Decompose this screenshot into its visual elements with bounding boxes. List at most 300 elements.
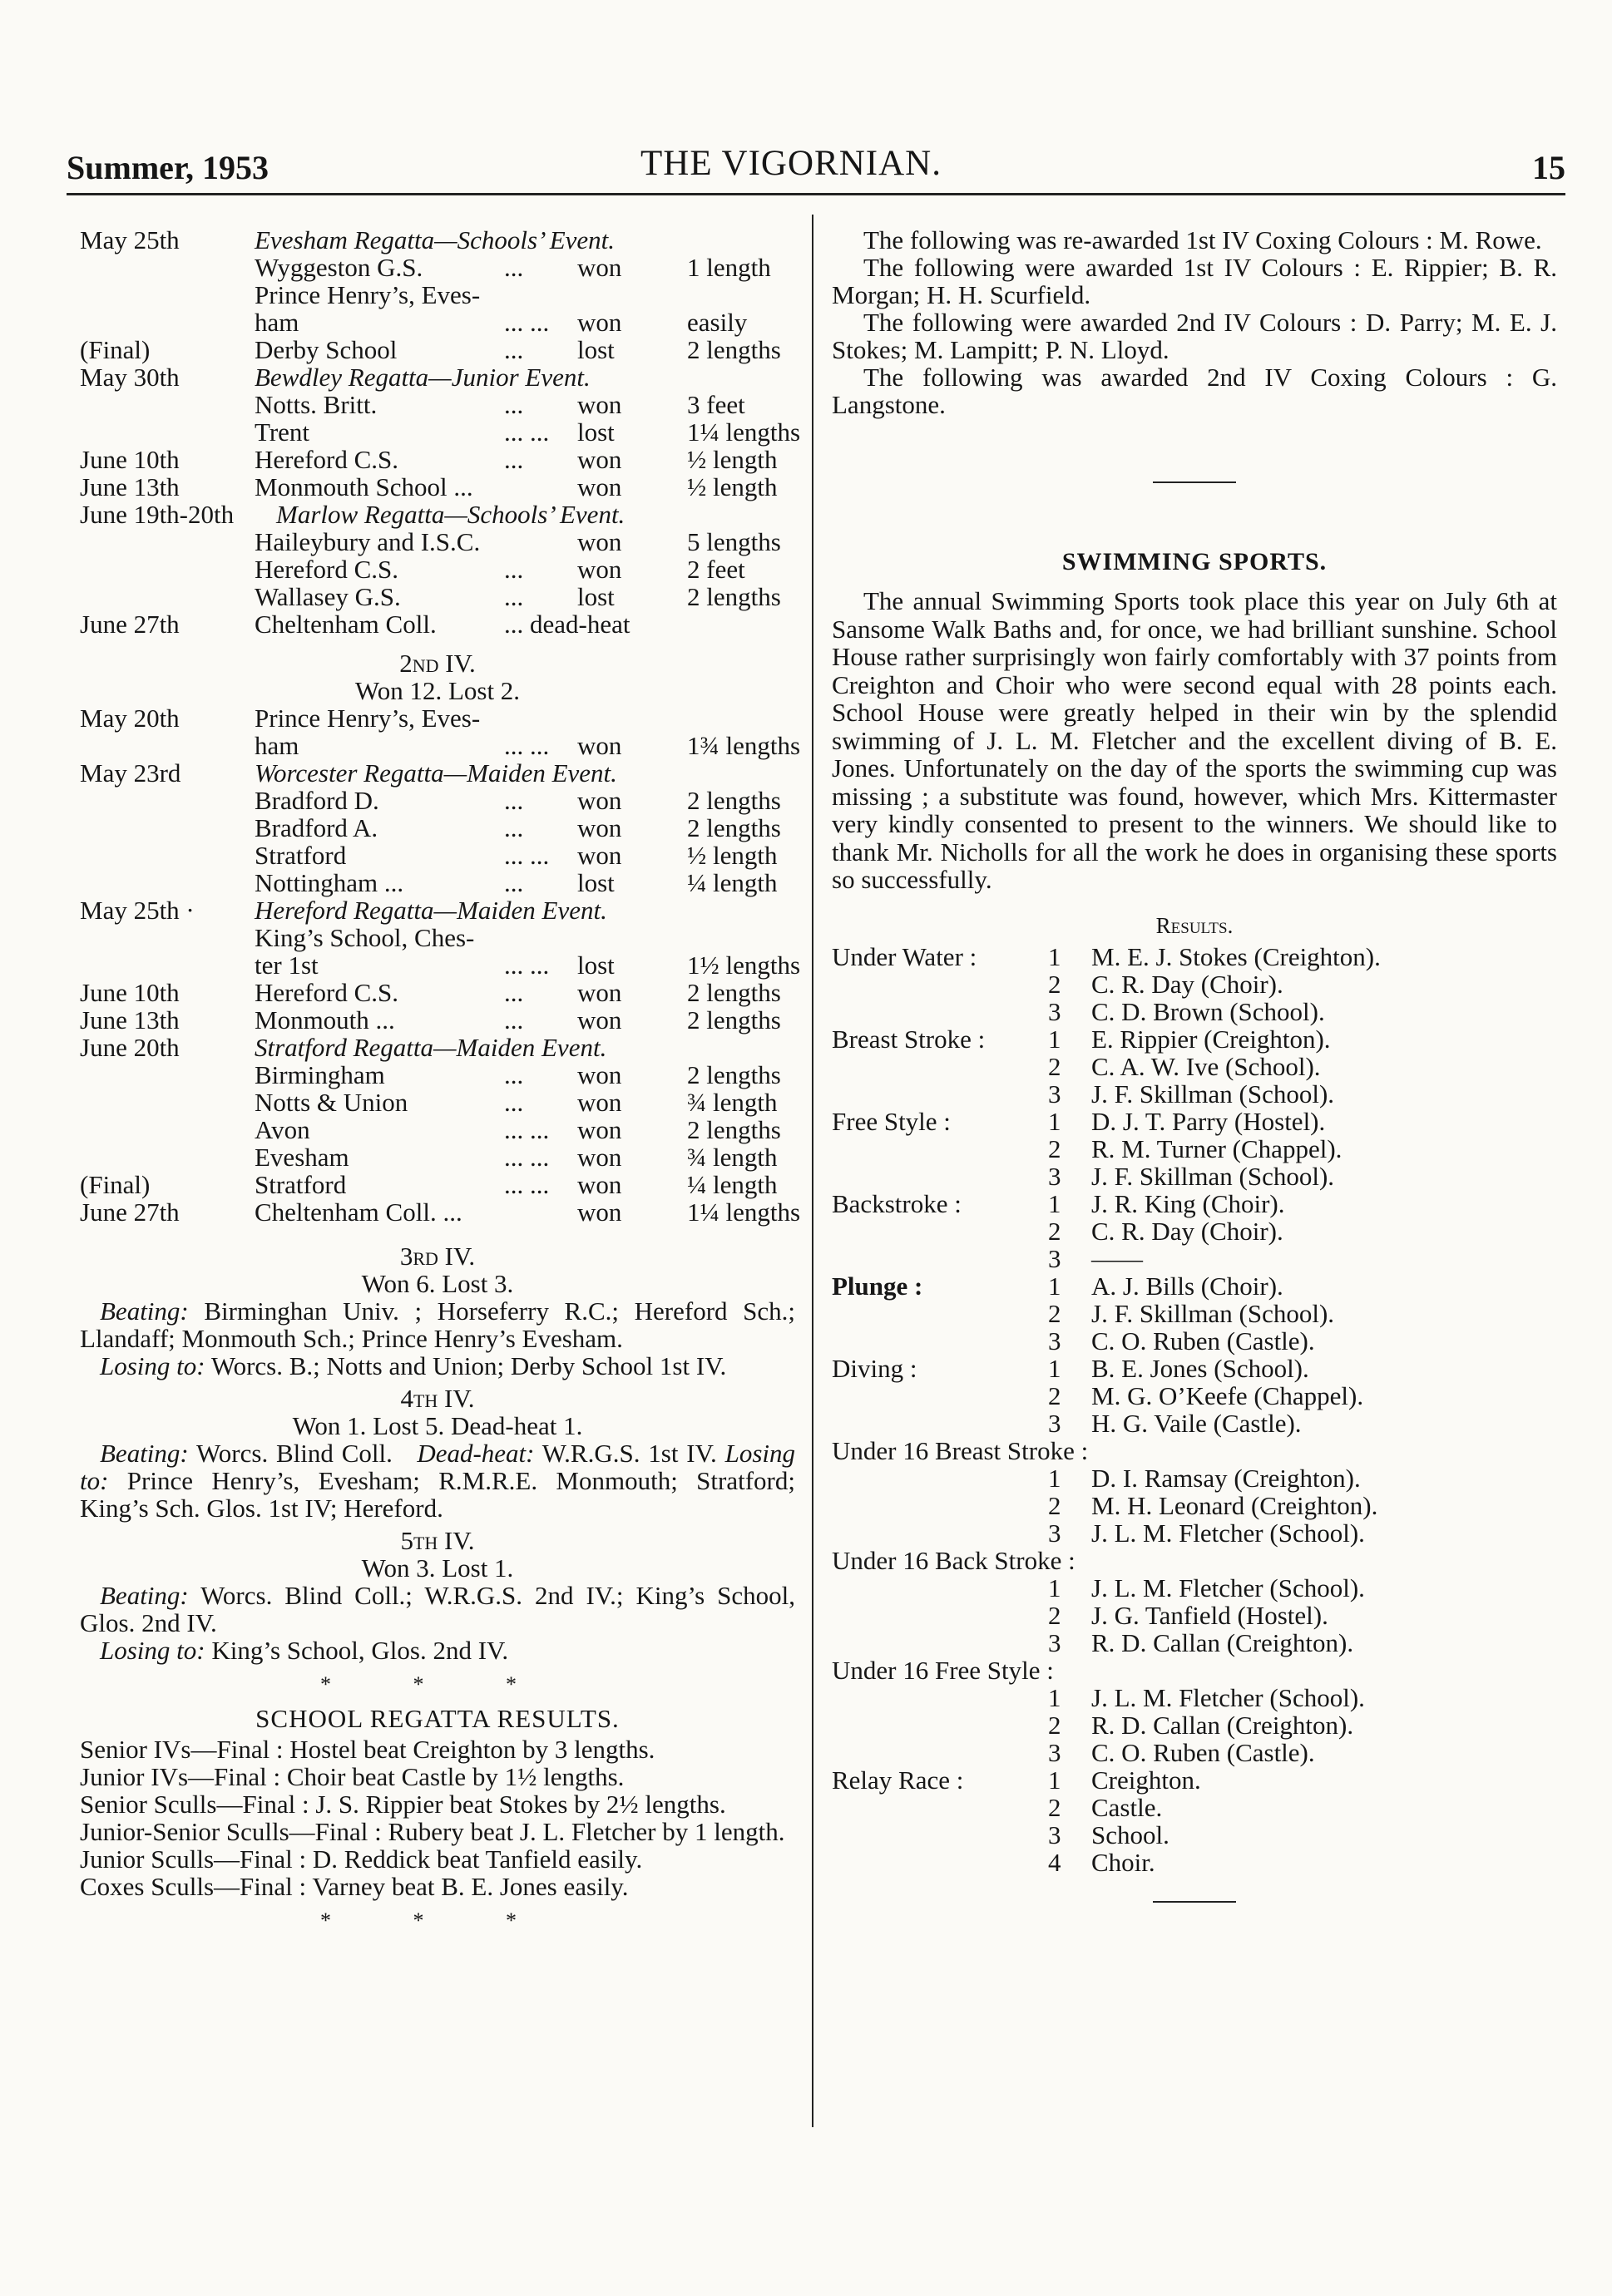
swimmer-name: School. <box>1091 1820 1169 1849</box>
swimmer-name: J. L. M. Fletcher (School). <box>1091 1573 1365 1602</box>
result-row <box>80 842 795 869</box>
fifth-iv-losing: Losing to: King’s School, Glos. 2nd IV. <box>100 1636 509 1665</box>
event-cell: Notts. Britt. <box>255 390 378 419</box>
event-name: Under 16 Back Stroke : <box>832 1545 1075 1575</box>
margin-cell: 2 lengths <box>687 582 781 611</box>
place-number: 2 <box>1048 1600 1061 1630</box>
result-cell: won <box>577 555 622 584</box>
date-cell: June 10th <box>80 445 180 474</box>
event-cell: Prince Henry’s, Eves- <box>255 704 481 733</box>
place-number: 1 <box>1048 1573 1061 1602</box>
result-row <box>80 281 795 309</box>
place-number: 2 <box>1048 1051 1061 1081</box>
result-row <box>80 1143 795 1171</box>
margin-cell: ½ length <box>687 841 778 870</box>
result-row <box>80 814 795 842</box>
place-number: 3 <box>1048 1326 1061 1355</box>
result-cell: won <box>577 445 622 474</box>
margin-cell: 2 lengths <box>687 1115 781 1144</box>
placing-row <box>832 1684 1557 1711</box>
dots-cell: ... ... <box>504 417 550 447</box>
result-row <box>80 1034 795 1061</box>
result-row <box>80 363 795 391</box>
margin-cell: 1¾ lengths <box>687 731 801 760</box>
dots-cell: ... <box>504 335 524 364</box>
result-cell: won <box>577 841 622 870</box>
event-cell: Marlow Regatta—Schools’ Event. <box>276 500 626 529</box>
result-row <box>80 309 795 336</box>
page-header <box>67 143 1565 193</box>
event-cell: Monmouth School ... <box>255 472 473 501</box>
swimmer-name: —— <box>1091 1243 1143 1273</box>
result-row <box>80 446 795 473</box>
result-row <box>80 1171 795 1198</box>
result-row <box>80 787 795 814</box>
place-number: 1 <box>1048 941 1061 971</box>
margin-cell: 2 lengths <box>687 786 781 815</box>
result-cell: won <box>577 978 622 1007</box>
margin-cell: ¼ length <box>687 868 778 897</box>
margin-cell: 2 feet <box>687 555 745 584</box>
placing-row <box>832 1300 1557 1327</box>
swimmer-name: Creighton. <box>1091 1765 1201 1795</box>
place-number: 3 <box>1048 1627 1061 1657</box>
event-cell: Haileybury and I.S.C. <box>255 527 481 556</box>
placing-row <box>832 1163 1557 1190</box>
place-number: 2 <box>1048 1133 1061 1163</box>
event-cell: Worcester Regatta—Maiden Event. <box>255 758 617 788</box>
result-row <box>80 610 795 638</box>
event-cell: ham <box>255 731 299 760</box>
result-cell: won <box>577 813 622 842</box>
result-cell: won <box>577 472 622 501</box>
margin-cell: 2 lengths <box>687 978 781 1007</box>
regatta-line: Senior Sculls—Final : J. S. Rippier beat Stokes by 2½ lengths. <box>80 1790 726 1819</box>
placing-row <box>832 1272 1557 1300</box>
colours-award: The following were awarded 2nd IV Colours : D. Parry; M. E. J. Stokes; M. Lampitt; P. N. Lloyd. <box>832 308 1557 364</box>
placing-row <box>832 970 1557 998</box>
swimmer-name: R. D. Callan (Creighton). <box>1091 1710 1354 1740</box>
result-row <box>80 731 801 760</box>
event-cell: Derby School <box>255 335 398 364</box>
swimmer-name: B. E. Jones (School). <box>1091 1353 1309 1383</box>
event-cell: ham <box>255 308 299 337</box>
event-name: Plunge : <box>832 1271 923 1301</box>
date-cell: May 30th <box>80 363 180 392</box>
place-number: 3 <box>1048 996 1061 1026</box>
result-row <box>80 1006 795 1034</box>
swimmer-name: Castle. <box>1091 1792 1163 1822</box>
event-cell: Avon <box>255 1115 310 1144</box>
result-row <box>80 704 795 732</box>
second-iv-results <box>80 704 801 1227</box>
event-cell: Stratford Regatta—Maiden Event. <box>255 1033 607 1062</box>
placing-row <box>832 1410 1557 1437</box>
swimmer-name: M. H. Leonard (Creighton). <box>1091 1490 1378 1520</box>
placing-row <box>832 1849 1557 1876</box>
event-cell: Hereford C.S. <box>255 555 399 584</box>
second-iv-record: Won 12. Lost 2. <box>354 676 521 705</box>
date-cell: June 19th-20th <box>80 500 235 529</box>
dots-cell: ... ... <box>504 1170 550 1199</box>
place-number: 3 <box>1048 1518 1061 1548</box>
event-cell: Bradford A. <box>255 813 378 842</box>
header-rule <box>67 193 1565 195</box>
fourth-iv-record: Won 1. Lost 5. Dead-heat 1. <box>292 1411 583 1440</box>
swimmer-name: J. G. Tanfield (Hostel). <box>1091 1600 1328 1630</box>
placing-row <box>832 1382 1557 1410</box>
result-row <box>80 896 795 924</box>
date-cell: May 20th <box>80 704 180 733</box>
result-row <box>80 254 795 281</box>
third-iv-beating: Beating: Birminghan Univ. ; Horseferry R.C.; Hereford Sch.; Llandaff; Monmouth Sch.; Prince Henry’s Evesham. <box>80 1296 795 1353</box>
place-number: 2 <box>1048 1490 1061 1520</box>
result-cell: won <box>577 1088 622 1117</box>
result-row <box>80 1089 795 1116</box>
result-cell: won <box>577 786 622 815</box>
regatta-line: Senior IVs—Final : Hostel beat Creighton by 3 lengths. <box>80 1735 655 1764</box>
result-row <box>80 555 795 583</box>
margin-cell: 1¼ lengths <box>687 1197 801 1227</box>
result-row <box>80 1116 795 1143</box>
margin-cell: ¾ length <box>687 1088 778 1117</box>
margin-cell: 5 lengths <box>687 527 781 556</box>
dots-cell: ... ... <box>504 841 550 870</box>
result-cell: won <box>577 527 622 556</box>
result-row <box>80 979 795 1006</box>
margin-cell: 1½ lengths <box>687 950 801 980</box>
end-rule <box>1153 1901 1236 1903</box>
event-name: Free Style : <box>832 1106 951 1136</box>
section-separator: * * * <box>320 1672 555 1696</box>
placing-row <box>832 1080 1557 1108</box>
event-cell: Wyggeston G.S. <box>255 253 423 282</box>
dots-cell: ... <box>504 1088 524 1117</box>
swimmer-name: C. R. Day (Choir). <box>1091 969 1283 999</box>
colours-award: The following was awarded 2nd IV Coxing Colours : G. Langstone. <box>832 363 1557 419</box>
placing-row <box>832 1327 1557 1355</box>
swimmer-name: J. L. M. Fletcher (School). <box>1091 1682 1365 1712</box>
event-cell: King’s School, Ches- <box>255 923 475 952</box>
margin-cell: 2 lengths <box>687 335 781 364</box>
event-heading <box>832 1657 1557 1684</box>
place-number: 2 <box>1048 1792 1061 1822</box>
place-number: 4 <box>1048 1847 1061 1877</box>
place-number: 2 <box>1048 1380 1061 1410</box>
date-cell: June 27th <box>80 610 180 639</box>
place-number: 3 <box>1048 1408 1061 1438</box>
place-number: 1 <box>1048 1765 1061 1795</box>
section-separator-end: * * * <box>320 1908 555 1933</box>
placing-row <box>832 1135 1557 1163</box>
place-number: 3 <box>1048 1161 1061 1191</box>
event-cell: Hereford Regatta—Maiden Event. <box>255 896 607 925</box>
date-cell: May 25th · <box>80 896 195 925</box>
dots-cell: ... <box>504 582 524 611</box>
swimmer-name: M. G. O’Keefe (Chappel). <box>1091 1380 1364 1410</box>
event-cell: Notts & Union <box>255 1088 408 1117</box>
date-cell: June 13th <box>80 472 180 501</box>
placing-row <box>832 1190 1557 1217</box>
event-cell: ter 1st <box>255 950 319 980</box>
event-name: Under 16 Breast Stroke : <box>832 1435 1089 1465</box>
dots-cell: ... <box>504 868 524 897</box>
place-number: 3 <box>1048 1820 1061 1849</box>
dots-cell: ... ... <box>504 1143 550 1172</box>
event-cell: Evesham <box>255 1143 349 1172</box>
date-cell: June 10th <box>80 978 180 1007</box>
publication-title: THE VIGORNIAN. <box>640 144 942 183</box>
swimmer-name: R. M. Turner (Chappel). <box>1091 1133 1343 1163</box>
date-cell: June 20th <box>80 1033 180 1062</box>
place-number: 1 <box>1048 1271 1061 1301</box>
event-cell: Trent <box>255 417 310 447</box>
dots-cell: ... <box>504 445 524 474</box>
place-number: 3 <box>1048 1737 1061 1767</box>
results-title: Results. <box>1155 912 1234 938</box>
event-cell: Stratford <box>255 841 347 870</box>
dots-cell: ... <box>504 1060 524 1089</box>
event-name: Backstroke : <box>832 1188 962 1218</box>
colours-award: The following was re-awarded 1st IV Coxing Colours : M. Rowe. <box>863 225 1542 254</box>
third-iv-record: Won 6. Lost 3. <box>361 1269 514 1298</box>
place-number: 1 <box>1048 1353 1061 1383</box>
event-cell: Cheltenham Coll. ... <box>255 1197 462 1227</box>
result-row <box>80 473 795 501</box>
event-name: Under 16 Free Style : <box>832 1655 1054 1685</box>
result-cell: won <box>577 1197 622 1227</box>
regatta-line: Junior IVs—Final : Choir beat Castle by 1½ lengths. <box>80 1762 625 1791</box>
margin-cell: ¼ length <box>687 1170 778 1199</box>
result-cell: won <box>577 731 622 760</box>
regatta-line: Junior Sculls—Final : D. Reddick beat Tanfield easily. <box>80 1844 643 1874</box>
margin-cell: 2 lengths <box>687 813 781 842</box>
placing-row <box>832 943 1557 970</box>
dots-cell: ... <box>504 786 524 815</box>
event-heading <box>832 1547 1557 1574</box>
column-divider <box>812 215 813 2127</box>
placing-row <box>832 1739 1557 1766</box>
placing-row <box>832 1519 1557 1547</box>
dots-cell: ... ... <box>504 731 550 760</box>
placing-row <box>832 1574 1557 1602</box>
regatta-line: Junior-Senior Sculls—Final : Rubery beat J. L. Fletcher by 1 length. <box>80 1817 785 1846</box>
dots-cell: ... <box>504 1005 524 1034</box>
result-row <box>80 391 795 418</box>
result-row <box>80 417 801 447</box>
event-cell: Monmouth ... <box>255 1005 395 1034</box>
swimmer-name: E. Rippier (Creighton). <box>1091 1024 1331 1054</box>
dots-cell: ... ... <box>504 308 550 337</box>
placing-row <box>832 1355 1557 1382</box>
result-cell: won <box>577 1143 622 1172</box>
event-cell: Wallasey G.S. <box>255 582 401 611</box>
event-name: Relay Race : <box>832 1765 964 1795</box>
swimmer-name: M. E. J. Stokes (Creighton). <box>1091 941 1381 971</box>
placing-row <box>832 1025 1557 1053</box>
event-cell: Evesham Regatta—Schools’ Event. <box>255 225 616 254</box>
result-cell: won <box>577 253 622 282</box>
swimming-results <box>832 943 1557 1876</box>
placing-row <box>832 1602 1557 1629</box>
swimmer-name: C. D. Brown (School). <box>1091 996 1325 1026</box>
event-cell: Bradford D. <box>255 786 379 815</box>
margin-cell: ½ length <box>687 445 778 474</box>
result-row <box>80 950 801 980</box>
result-row <box>80 528 795 555</box>
fifth-iv-beating: Beating: Worcs. Blind Coll.; W.R.G.S. 2nd IV.; King’s School, Glos. 2nd IV. <box>80 1581 795 1637</box>
result-cell: won <box>577 1005 622 1034</box>
placing-row <box>832 1821 1557 1849</box>
placing-row <box>832 1711 1557 1739</box>
margin-cell: ¾ length <box>687 1143 778 1172</box>
place-number: 2 <box>1048 969 1061 999</box>
swimmer-name: Choir. <box>1091 1847 1155 1877</box>
dots-cell: ... <box>504 813 524 842</box>
date-cell: May 23rd <box>80 758 181 788</box>
placing-row <box>832 1629 1557 1657</box>
swimmer-name: J. F. Skillman (School). <box>1091 1161 1335 1191</box>
event-name: Breast Stroke : <box>832 1024 986 1054</box>
fifth-iv-title: 5th IV. <box>400 1526 475 1555</box>
regatta-title: SCHOOL REGATTA RESULTS. <box>255 1704 620 1733</box>
result-row <box>80 924 795 951</box>
date-cell: June 27th <box>80 1197 180 1227</box>
result-cell: won <box>577 390 622 419</box>
third-iv-losing: Losing to: Worcs. B.; Notts and Union; Derby School 1st IV. <box>100 1351 727 1380</box>
event-cell: Stratford <box>255 1170 347 1199</box>
result-row <box>80 1061 795 1089</box>
swimmer-name: C. R. Day (Choir). <box>1091 1216 1283 1246</box>
event-cell: Hereford C.S. <box>255 445 399 474</box>
place-number: 3 <box>1048 1243 1061 1273</box>
margin-cell: 1 length <box>687 253 771 282</box>
result-row <box>80 1197 801 1227</box>
event-cell: Cheltenham Coll. <box>255 610 437 639</box>
dots-cell: ... <box>504 253 524 282</box>
event-cell: Birmingham <box>255 1060 385 1089</box>
place-number: 1 <box>1048 1106 1061 1136</box>
placing-row <box>832 1464 1557 1492</box>
event-cell: Bewdley Regatta—Junior Event. <box>255 363 591 392</box>
swimmer-name: J. F. Skillman (School). <box>1091 1298 1335 1328</box>
result-row <box>80 336 795 363</box>
swimmer-name: R. D. Callan (Creighton). <box>1091 1627 1354 1657</box>
event-cell: Prince Henry’s, Eves- <box>255 280 481 309</box>
swimmer-name: J. L. M. Fletcher (School). <box>1091 1518 1365 1548</box>
result-row <box>80 869 795 896</box>
issue-date: Summer, 1953 <box>67 149 269 186</box>
dots-cell: ... <box>504 390 524 419</box>
swimmer-name: D. I. Ramsay (Creighton). <box>1091 1463 1361 1493</box>
place-number: 1 <box>1048 1024 1061 1054</box>
margin-cell: 3 feet <box>687 390 745 419</box>
margin-cell: 2 lengths <box>687 1060 781 1089</box>
event-cell: Nottingham ... <box>255 868 404 897</box>
placing-row <box>832 1492 1557 1519</box>
result-cell: won <box>577 1060 622 1089</box>
result-row <box>80 226 795 254</box>
colours-award: The following were awarded 1st IV Colours : E. Rippier; B. R. Morgan; H. H. Scurfield. <box>832 253 1557 309</box>
result-cell: lost <box>577 335 615 364</box>
result-cell: lost <box>577 950 615 980</box>
dots-cell: ... ... <box>504 1115 550 1144</box>
third-iv-title: 3rd IV. <box>399 1242 476 1271</box>
date-cell: (Final) <box>80 1170 151 1199</box>
dots-cell: ... <box>504 555 524 584</box>
place-number: 1 <box>1048 1463 1061 1493</box>
swimmer-name: C. O. Ruben (Castle). <box>1091 1737 1315 1767</box>
page-number: 15 <box>1532 149 1565 186</box>
swimmer-name: D. J. T. Parry (Hostel). <box>1091 1106 1326 1136</box>
right-column <box>832 226 1557 1903</box>
event-name: Under Water : <box>832 941 977 971</box>
margin-cell: 2 lengths <box>687 1005 781 1034</box>
first-iv-results <box>80 225 801 639</box>
placing-row <box>832 998 1557 1025</box>
result-cell: won <box>577 1170 622 1199</box>
fourth-iv-details: Beating: Worcs. Blind Coll. Dead-heat: W.R.G.S. 1st IV. Losing to: Prince Henry’s, Evesham; R.M.R.E. Monmouth; Stratford; King’s Sch. Glos. 1st IV; Hereford. <box>80 1439 796 1523</box>
place-number: 3 <box>1048 1079 1061 1108</box>
dots-cell: ... dead-heat <box>504 610 630 639</box>
result-cell: lost <box>577 582 615 611</box>
placing-row <box>832 1766 1557 1794</box>
colours-awards <box>832 226 1557 418</box>
placing-row <box>832 1794 1557 1821</box>
event-name: Diving : <box>832 1353 917 1383</box>
result-cell: won <box>577 1115 622 1144</box>
event-cell: Hereford C.S. <box>255 978 399 1007</box>
result-cell: lost <box>577 868 615 897</box>
fifth-iv-record: Won 3. Lost 1. <box>361 1553 514 1583</box>
place-number: 1 <box>1048 1682 1061 1712</box>
swimmer-name: H. G. Vaile (Castle). <box>1091 1408 1302 1438</box>
result-row <box>80 759 795 787</box>
swimmer-name: J. R. King (Choir). <box>1091 1188 1285 1218</box>
placing-row <box>832 1217 1557 1245</box>
result-cell: lost <box>577 417 615 447</box>
dots-cell: ... ... <box>504 950 550 980</box>
result-row <box>80 583 795 610</box>
date-cell: (Final) <box>80 335 151 364</box>
left-column <box>80 225 801 1941</box>
place-number: 2 <box>1048 1710 1061 1740</box>
result-row <box>80 501 795 528</box>
fourth-iv-title: 4th IV. <box>400 1384 475 1413</box>
place-number: 2 <box>1048 1216 1061 1246</box>
place-number: 1 <box>1048 1188 1061 1218</box>
second-iv-title: 2nd IV. <box>399 649 476 678</box>
placing-row <box>832 1108 1557 1135</box>
regatta-line: Coxes Sculls—Final : Varney beat B. E. Jones easily. <box>80 1872 629 1901</box>
swimmer-name: C. A. W. Ive (School). <box>1091 1051 1321 1081</box>
margin-cell: ½ length <box>687 472 778 501</box>
swimmer-name: C. O. Ruben (Castle). <box>1091 1326 1315 1355</box>
swimming-report: The annual Swimming Sports took place this year on July 6th at Sansome Walk Baths and, for once, we had brilliant sunshine. School House rather surprisingly won fairly comfortably with 37 points from Creighton and Choir who were second equal with 28 points each. School House were greatly helped in their win by the splendid swimming of J. L. M. Fletcher and the excellent diving of B. E. Jones. Unfortunately on the day of the sports the swimming cup was missing ; a substitute was found, however, which Mrs. Kittermaster very kindly consented to present to the winners. We should like to thank Mr. Nicholls for all the work he does in organising these sports so successfully. <box>832 586 1557 894</box>
placing-row <box>832 1053 1557 1080</box>
result-cell: won <box>577 308 622 337</box>
event-heading <box>832 1437 1557 1464</box>
swimmer-name: A. J. Bills (Choir). <box>1091 1271 1283 1301</box>
margin-cell: easily <box>687 308 748 337</box>
margin-cell: 1¼ lengths <box>687 417 801 447</box>
date-cell: May 25th <box>80 225 180 254</box>
short-rule <box>1153 481 1236 483</box>
swimming-title: SWIMMING SPORTS. <box>1061 548 1328 575</box>
dots-cell: ... <box>504 978 524 1007</box>
regatta-results <box>80 1736 795 1900</box>
swimmer-name: J. F. Skillman (School). <box>1091 1079 1335 1108</box>
